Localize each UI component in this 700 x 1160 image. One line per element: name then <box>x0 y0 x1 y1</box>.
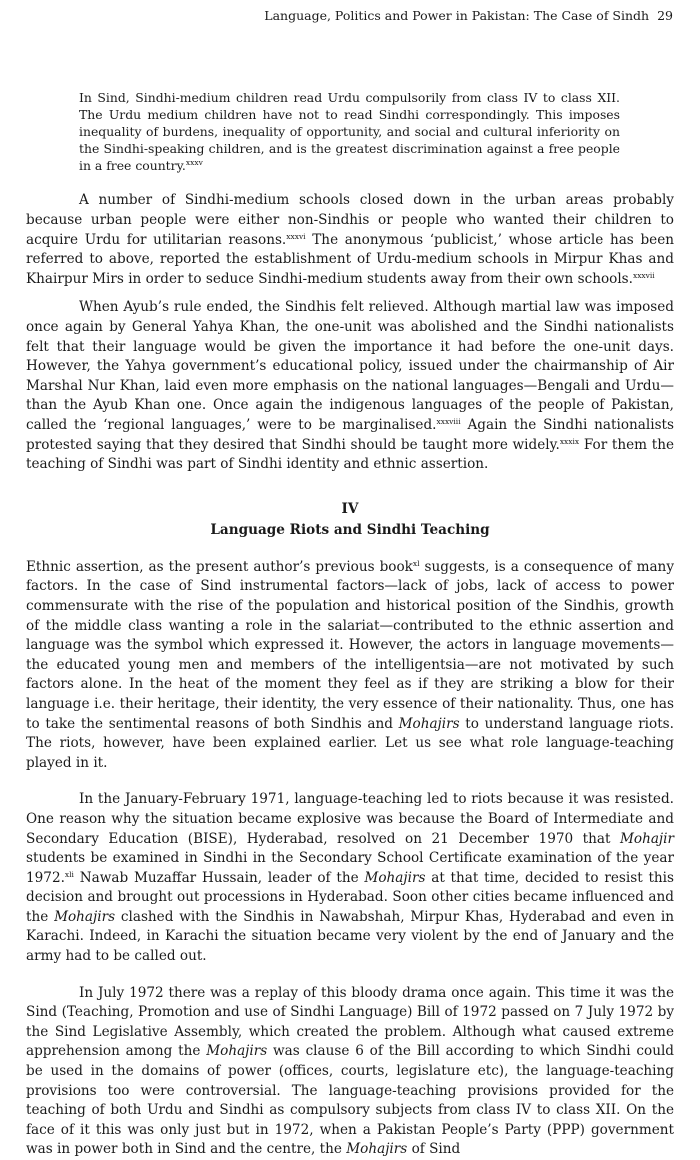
endnote-ref: xxxv <box>185 158 203 168</box>
running-header-title: Language, Politics and Power in Pakistan: The Case of Sindh <box>264 8 650 23</box>
paragraph-text: Ethnic assertion, as the present author’s previous book <box>26 558 413 575</box>
paragraph-1971-riots <box>26 790 674 966</box>
italic-term: Mohajir <box>619 830 674 847</box>
block-quote <box>79 89 620 174</box>
paragraph-text: A number of Sindhi-medium schools closed down in the urban areas probably because urban people were either non-Sindhis or people who wanted their children to acquire Urdu for utilitarian reasons. <box>26 192 674 248</box>
italic-term: Mohajirs <box>54 908 116 925</box>
paragraph-text: to understand language riots. The riots, however, have been explained earlier. Let us see what role language-teaching played in it. <box>26 715 674 771</box>
italic-term: Mohajirs <box>364 869 426 886</box>
page-body <box>26 89 674 1160</box>
page-number: 29 <box>657 8 673 23</box>
paragraph-text: was clause 6 of the Bill according to which Sindhi could be used in the domains of power (offices, courts, legislature etc), the language-teaching provisions too were controversial. The language-teaching provisions provided for the teaching of both Urdu and Sindhi as compulsory subjects from class IV to class XII. On the face of it this was only just but in 1972, when a Pakistan People’s Party (PPP) government was in power both in Sind and the centre, the <box>26 1043 674 1158</box>
paragraph-1972-bill <box>26 984 674 1160</box>
italic-term: Mohajirs <box>206 1043 268 1060</box>
paragraph-text: of Sind <box>407 1141 461 1158</box>
section-number: IV <box>341 500 359 517</box>
paragraph-ethnic-assertion <box>26 558 674 774</box>
paragraph-text: When Ayub’s rule ended, the Sindhis felt relieved. Although martial law was imposed once again by General Yahya Khan, the one-unit was abolished and the Sindhi nationalists felt that their language would be given the importance it had before the one-unit days. However, the Yahya government’s educational policy, issued under the chairmanship of Air Marshal Nur Khan, laid even more emphasis on the national languages—Bengali and Urdu—than the Ayub Khan one. Once again the indigenous languages of the people of Pakistan, called the ‘regional languages,’ were to be marginalised. <box>26 299 674 433</box>
paragraph-text: at that time, decided to resist this decision and brought out processions in Hyderabad. Soon other cities became influenced and the <box>26 869 674 925</box>
running-header <box>264 8 673 23</box>
endnote-ref: xxxviii <box>436 417 461 426</box>
paragraph-text: suggests, is a consequence of many factors. In the case of Sind instrumental factors—lack of jobs, lack of access to power commensurate with the rise of the population and historical position of the Sindhis, growth of the middle class wanting a role in the salariat—contributed to the ethnic assertion and language was the symbol which expressed it. However, the actors in language movements—the educated young men and members of the intelligentsia—are not motivated by such factors alone. In the heat of the moment they feel as if they are striking a blow for their language i.e. their heritage, their identity, the very essence of their nationality. Thus, one has to take the sentimental reasons of both Sindhis and <box>26 558 674 732</box>
block-quote-text: In Sind, Sindhi-medium children read Urdu compulsorily from class IV to class XII. The Urdu medium children have not to read Sindhi correspondingly. This imposes inequality of burdens, inequality of opportunity, and social and cultural inferiority on the Sindhi-speaking children, and is the greatest discrimination against a free people in a free country. <box>79 90 620 174</box>
paragraph-text: The anonymous ‘publicist,’ whose article has been referred to above, reported the establishment of Urdu-medium schools in Mirpur Khas and Khairpur Mirs in order to seduce Sindhi-medium students away from their own schools. <box>26 231 674 287</box>
endnote-ref: xl <box>412 558 420 568</box>
paragraph-text: students be examined in Sindhi in the Secondary School Certificate examination of the year 1972. <box>26 850 674 886</box>
italic-term: Mohajirs <box>398 715 460 732</box>
italic-term: Mohajirs <box>346 1141 408 1158</box>
endnote-ref: xxxvi <box>286 231 306 241</box>
paragraph-text: clashed with the Sindhis in Nawabshah, Mirpur Khas, Hyderabad and even in Karachi. Indeed, in Karachi the situation became very violent by the end of January and the army had to be called out. <box>26 908 674 965</box>
paragraph-text: Again the Sindhi nationalists protested saying that they desired that Sindhi should be taught more widely. <box>26 417 674 453</box>
endnote-ref: xli <box>64 869 74 879</box>
paragraph-text: For them the teaching of Sindhi was part of Sindhi identity and ethnic assertion. <box>26 436 674 473</box>
paragraph-text: In July 1972 there was a replay of this bloody drama once again. This time it was the Sind (Teaching, Promotion and use of Sindhi Language) Bill of 1972 passed on 7 July 1972 by the Sind Legislative Assembly, which created the problem. Although what caused extreme apprehension among the <box>26 984 674 1060</box>
paragraph-ayub <box>26 298 674 474</box>
endnote-ref: xxxix <box>559 436 580 446</box>
endnote-ref: xxxvii <box>632 270 655 280</box>
section-title: Language Riots and Sindhi Teaching <box>210 521 490 538</box>
paragraph-schools <box>26 191 674 289</box>
paragraph-text: In the January-February 1971, language-teaching led to riots because it was resisted. One reason why the situation became explosive was because the Board of Intermediate and Secondary Education (BISE), Hyderabad, resolved on 21 December 1970 that <box>26 791 674 847</box>
paragraph-text: Nawab Muzaffar Hussain, leader of the <box>73 869 365 886</box>
section-heading <box>26 499 674 541</box>
